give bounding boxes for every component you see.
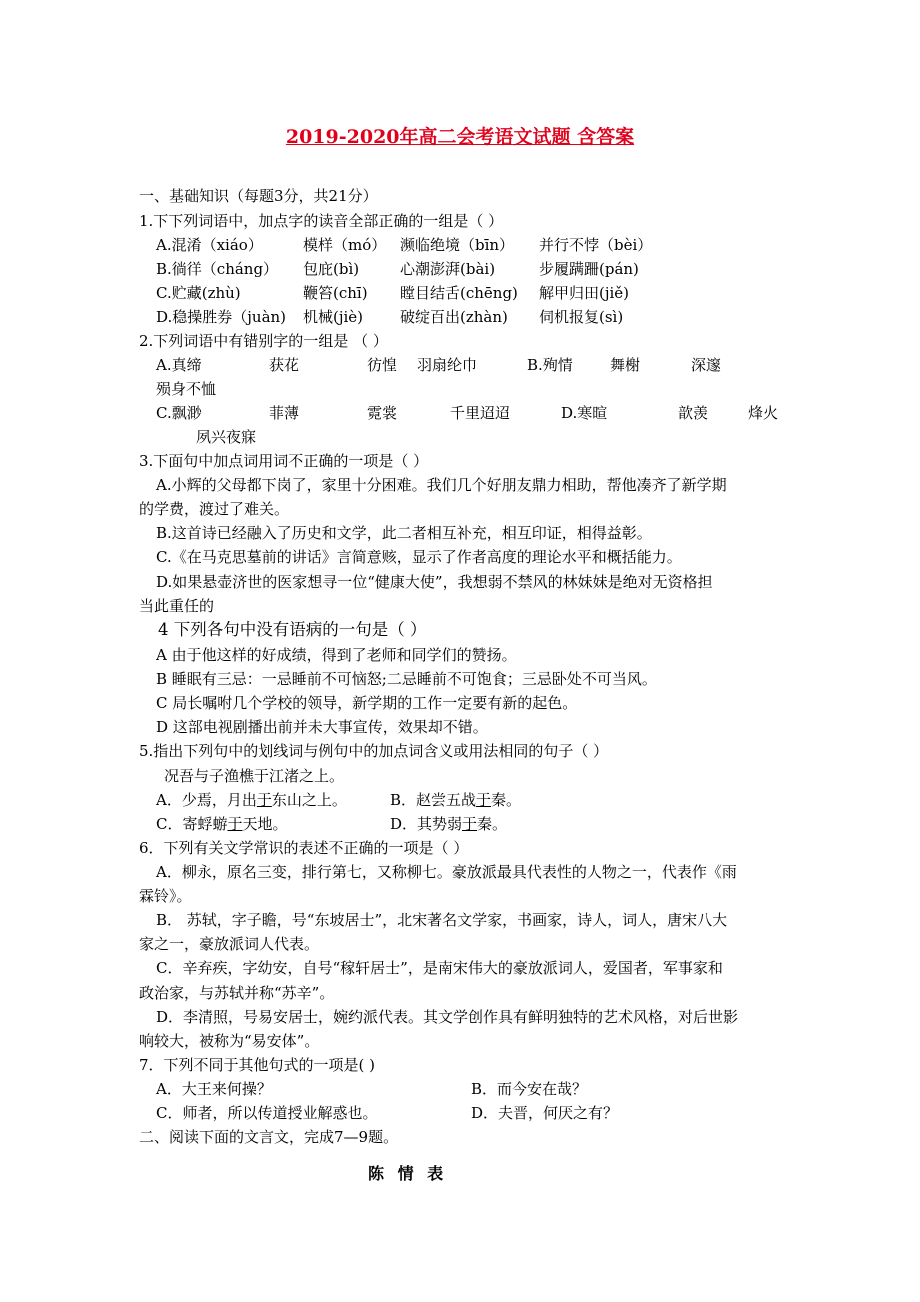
q6-option-d-line2: 响较大，被称为“易安体”。 [139,1032,320,1050]
q2-option-b-2: 舞榭 [610,356,641,374]
q7-option-b: B．而今安在哉？ [471,1080,588,1098]
q3-option-d-line1: D.如果悬壶济世的医家想寻一位“健康大使”，我想弱不禁风的林妹妹是绝对无资格担 [156,573,713,591]
q2-option-c-1: C.飘渺 [156,404,202,422]
q6-option-c-line2: 政治家，与苏轼并称“苏辛”。 [139,984,335,1002]
q5-option-a-underlined: 于 [256,791,272,809]
q1-option-b-2: 包庇(bì) [303,260,360,278]
q2-option-c-4: 千里迢迢 [450,404,511,422]
question-7-stem: 7．下列不同于其他句式的一项是( ) [139,1056,376,1074]
q3-option-d-line2: 当此重任的 [139,597,215,615]
q2-option-a-3: 彷惶 [367,356,398,374]
q2-option-d-1: D.寒暄 [561,404,608,422]
question-6-stem: 6．下列有关文学常识的表述不正确的一项是（ ） [139,839,469,857]
question-4-stem: 4 下列各句中没有语病的一句是（ ） [158,620,427,639]
q6-option-a-line2: 霖铃》。 [139,887,192,905]
q2-option-d-2: 歆羡 [678,404,709,422]
q6-option-d-line1: D．李清照，号易安居士，婉约派代表。其文学创作具有鲜明独特的艺术风格，对后世影 [156,1008,739,1026]
q1-option-d-3: 破绽百出(zhàn) [400,308,508,326]
q1-option-b-3: 心潮澎湃(bài) [400,260,496,278]
q1-option-a-1: A.混淆（xiáo） [156,236,263,254]
q1-option-c-1: C.贮藏(zhù) [156,284,241,302]
q2-option-b-3: 深邃 [691,356,722,374]
document-title: 2019-2020年高二会考语文试题 含答案 [285,126,635,148]
question-2-stem: 2.下列词语中有错别字的一组是 （ ） [139,332,388,350]
q7-option-a: A．大王来何操？ [156,1080,272,1098]
q5-option-c-underlined: 于 [227,815,243,833]
section-heading-basic: 一、基础知识（每题3分，共21分） [139,187,378,205]
question-5-stem: 5.指出下列句中的划线词与例句中的加点词含义或用法相同的句子（ ） [139,742,609,760]
q1-option-c-4: 解甲归田(jiě) [539,284,630,302]
q7-option-c: C．师者，所以传道授业解惑也。 [156,1104,378,1122]
q1-option-c-3: 瞠目结舌(chēng) [400,284,518,302]
q5-option-d-underlined: 于 [462,815,478,833]
q2-option-b-1: B.殉情 [527,356,573,374]
q5-option-b: B．赵尝五战于秦。 [390,791,522,809]
q2-option-a-1: A.真缔 [156,356,202,374]
q3-option-a-line2: 的学费，渡过了难关。 [139,500,290,518]
q2-option-a-2: 获花 [269,356,300,374]
q1-option-b-1: B.徜徉（cháng） [156,260,279,278]
q6-option-b-line1: B． 苏轼，字子瞻，号“东坡居士”，北宋著名文学家，书画家，诗人，词人，唐宋八大 [156,911,728,929]
q4-option-b: B 睡眠有三忌：一忌睡前不可恼怒;二忌睡前不可饱食；三忌卧处不可当风。 [156,670,657,688]
q1-option-a-4: 并行不悖（bèi） [539,236,653,254]
q5-option-a: A．少焉，月出于东山之上。 [156,791,347,809]
question-1-stem: 1.下下列词语中，加点字的读音全部正确的一组是（ ） [139,212,504,230]
q4-option-a: A 由于他这样的好成绩，得到了老师和同学们的赞扬。 [156,646,517,664]
q5-option-d: D．其势弱于秦。 [390,815,508,833]
q1-option-c-2: 鞭笞(chī) [303,284,368,302]
q1-option-d-2: 机械(jiè) [303,308,364,326]
q7-option-d: D．夫晋，何厌之有？ [471,1104,619,1122]
q2-option-c-2: 菲薄 [269,404,300,422]
q6-option-c-line1: C．辛弃疾，字幼安，自号“稼轩居士”，是南宋伟大的豪放派词人，爱国者，军事家和 [156,959,723,977]
question-3-stem: 3.下面句中加点词用词不正确的一项是（ ） [139,452,429,470]
q2-option-d-3: 烽火 [748,404,779,422]
q4-option-d: D 这部电视剧播出前并未大事宣传，效果却不错。 [156,718,488,736]
q2-option-d-4: 夙兴夜寐 [196,428,257,446]
q6-option-a-line1: A．柳永，原名三变，排行第七，又称柳七。豪放派最具代表性的人物之一，代表作《雨 [156,863,737,881]
q6-option-b-line2: 家之一，豪放派词人代表。 [139,935,320,953]
q1-option-d-4: 伺机报复(sì) [539,308,624,326]
q1-option-b-4: 步履蹒跚(pán) [539,260,639,278]
passage-title: 陈 情 表 [368,1164,448,1183]
q2-option-c-3: 霓裳 [367,404,398,422]
q3-option-c: C.《在马克思墓前的讲话》言简意赅，显示了作者高度的理论水平和概括能力。 [156,548,682,566]
q3-option-a-line1: A.小辉的父母都下岗了，家里十分困难。我们几个好朋友鼎力相助，帮他凑齐了新学期 [156,476,727,494]
q2-option-b-4: 殒身不恤 [156,380,217,398]
q5-option-b-underlined: 于 [476,791,492,809]
q4-option-c: C 局长嘱咐几个学校的领导，新学期的工作一定要有新的起色。 [156,694,578,712]
section-heading-classical-reading: 二、阅读下面的文言文，完成7—9题。 [139,1128,399,1146]
q1-option-a-3: 濒临绝境（bīn） [400,236,515,254]
q1-option-d-1: D.稳操胜券（juàn) [156,308,287,326]
q3-option-b: B.这首诗已经融入了历史和文学，此二者相互补充，相互印证，相得益彰。 [156,524,652,542]
q1-option-a-2: 模样（mó） [303,236,387,254]
q5-example-sentence: 况吾与子渔樵于江渚之上。 [164,767,345,785]
q2-option-a-4: 羽扇纶巾 [417,356,478,374]
q5-option-c: C．寄蜉蝣于天地。 [156,815,288,833]
